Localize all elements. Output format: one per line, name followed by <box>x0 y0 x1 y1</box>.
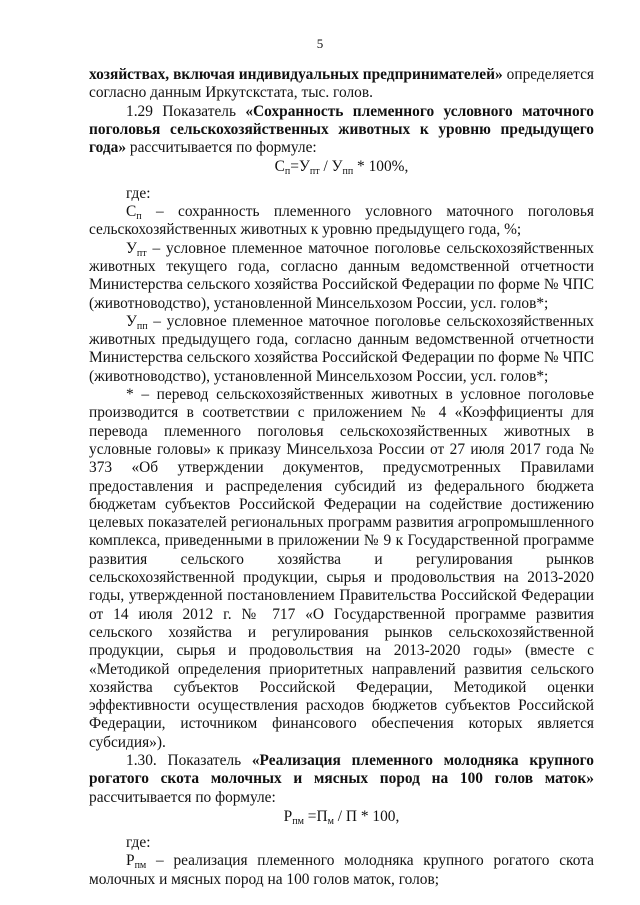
formula-symbol: =У <box>290 158 310 176</box>
definition-text: – условное племенное маточное поголовье сельскохозяйственных животных текущего года, согласно данным ведомственной отчетности Министерства сельского хозяйства Российской Федерации по форме № ЧПС (животноводство), установленной Минсельхозом России, усл. голов*; <box>89 239 594 312</box>
bold-text: хозяйствах, включая индивидуальных предпринимателей» <box>89 66 503 83</box>
section-title: «Реализация племенного молодняка крупного рогатого скота молочных и мясных пород на 100 голов маток» <box>89 751 594 788</box>
section-title: «Сохранность племенного условного маточного поголовья сельскохозяйственных животных к уровню предыдущего года» <box>89 102 594 157</box>
formula-1 <box>89 158 594 176</box>
page-number: 5 <box>316 36 324 51</box>
where-label: где: <box>126 834 151 852</box>
section-text: рассчитывается по формуле: <box>89 788 276 806</box>
formula-symbol: * 100%, <box>353 158 409 176</box>
definition-symbol: У <box>126 312 137 330</box>
formula-subscript: пп <box>342 166 354 178</box>
definition-subscript: п <box>136 211 142 223</box>
paragraph-continuation <box>89 66 594 103</box>
formula-symbol: С <box>274 158 285 176</box>
formula-symbol: / У <box>319 158 343 176</box>
definition-symbol: У <box>126 239 137 257</box>
definition-symbol: Р <box>126 852 135 870</box>
formula-symbol: Р <box>283 807 293 825</box>
definition-subscript: пп <box>136 320 148 332</box>
definition-text: – сохранность племенного условного маточного поголовья сельскохозяйственных животных к уровню предыдущего года, %; <box>89 203 594 239</box>
formula-2 <box>89 808 594 826</box>
section-lead: 1.30. Показатель <box>126 751 252 769</box>
footnote-paragraph: * – перевод сельскохозяйственных животных в условное поголовье производится в соответствии с приложением № 4 «Коэффициенты для перевода племенного поголовья сельскохозяйственных животных в условные головы» к приказу Минсельхоза России от 27 июля 2017 года № 373 «Об утверждении документов, предусмотренных Правилами предоставления и распределения субсидий из федерального бюджета бюджетам субъектов Российской Федерации на содействие достижению целевых показателей региональных программ развития агропромышленного комплекса, приведенными в приложении № 9 к Государственной программе развития сельского хозяйства и регулирования рынков сельскохозяйственной продукции, сырья и продовольствия на 2013-2020 годы, утвержденной постановлением Правительства Российской Федерации от 14 июля 2012 г. № 717 «О Государственной программе развития сельского хозяйства и регулирования рынков сельскохозяйственной продукции, сырья и продовольствия на 2013-2020 годы» (вместе с «Методикой определения приоритетных направлений развития сельского хозяйства субъектов Российской Федерации, Методикой оценки эффективности осуществления расходов бюджетов субъектов Российской Федерации, источником финансового обеспечения которых является субсидия»). <box>89 386 594 751</box>
definition-upt <box>89 240 594 313</box>
section-1-29 <box>89 103 594 158</box>
formula-subscript: м <box>327 815 334 827</box>
section-1-30 <box>89 752 594 807</box>
where-label: где: <box>126 184 151 202</box>
document-body <box>89 66 594 889</box>
formula-subscript: пт <box>309 166 320 178</box>
formula-subscript: п <box>284 166 291 178</box>
section-lead: 1.29 Показатель <box>126 102 246 120</box>
formula-symbol: =П <box>303 807 328 825</box>
definition-rpm <box>89 852 594 889</box>
formula-subscript: пм <box>292 815 304 827</box>
definition-cp <box>89 203 594 240</box>
definition-text: – условное племенное маточное поголовье сельскохозяйственных животных предыдущего года, согласно данным ведомственной отчетности Министерства сельского хозяйства Российской Федерации по форме № ЧПС (животноводство), установленной Минсельхозом России, усл. голов*; <box>89 312 594 385</box>
definition-subscript: пм <box>134 860 147 872</box>
definition-subscript: пт <box>136 247 147 259</box>
paragraph-text: определяется согласно данным Иркутскстата, тыс. голов. <box>89 66 594 102</box>
definition-upp <box>89 313 594 386</box>
formula-symbol: / П * 100, <box>333 807 400 825</box>
definition-symbol: С <box>126 203 137 221</box>
section-text: рассчитывается по формуле: <box>126 139 317 157</box>
definition-text: – реализация племенного молодняка крупного рогатого скота молочных и мясных пород на 100 голов маток, голов; <box>89 852 594 888</box>
